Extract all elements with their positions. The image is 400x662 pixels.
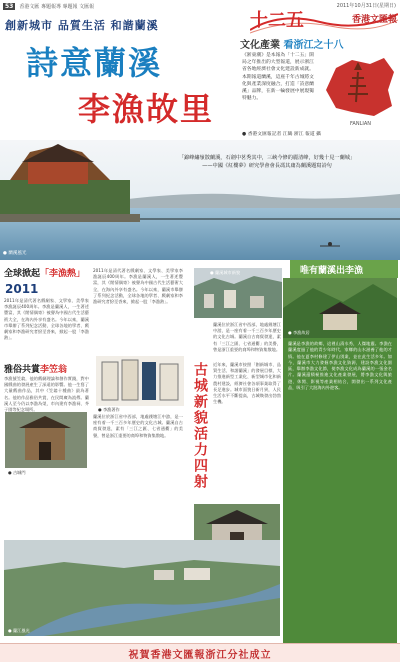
section-heading-yasu	[4, 362, 67, 375]
side-article-text: 蘭溪是李漁的故鄉，這裡山清水秀，人傑地靈。李漁在蘭溪度過了他的青少年時代，家鄉的山水滋養了他的才情。他在夏李村修建了伊山別業，並在此生活多年。如今，蘭溪市大力發掘李漁文化資源，建設李漁文化園區，舉辦李漁文化節，使李漁文化成為蘭溪的一張金名片。蘭溪還積極推進文化產業發展，將李漁文化與旅遊、休閒、影視等產業相結合，開發出一系列文化產品，吸引了大批海內外遊客。	[283, 338, 397, 646]
side-section-title: 唯有蘭溪出李漁	[290, 260, 398, 278]
li-yu-residence-photo	[283, 278, 397, 338]
headline-line1: 詩意蘭溪	[26, 44, 163, 82]
li-yu-article-text: 2011年是清代著名戲劇家、文學家、美學家李漁誕辰400周年。李漁是蘭溪人，一生著述豐富，其《閒情偶寄》被譽為中國古代生活藝術大全，在海內外享有盛名。今年以來，蘭溪市舉辦了系列紀念活動，全球各地的學者、戲劇家和李漁研究者紛至沓來，掀起一股「李漁熱」。	[4, 298, 89, 341]
li-yu-books-photo	[96, 356, 184, 406]
subhead-prefix: 文化產業	[240, 40, 280, 51]
middle-right-text: 蘭溪位於浙江省中西部，地處錢塘江中游，是一座有着一千三百多年歷史的文化古城。蘭溪自古商貿發達，素有「三江之匯、七省通衢」的美譽，曾是浙江重要的商埠和物資集散地。	[213, 322, 281, 352]
page-number: 53	[5, 2, 14, 10]
heading-prefix-yasu: 雅俗共賞	[4, 365, 41, 375]
year-dropcap: 2011	[5, 282, 39, 296]
gate-caption: ● 古城門	[8, 470, 26, 475]
river-aerial-photo	[4, 540, 280, 636]
top-photo-caption: ● 蘭溪風光	[3, 251, 27, 256]
heading-prefix: 全球掀起	[4, 269, 41, 279]
vertical-headline: 古城新貌活力四射	[192, 362, 208, 490]
ancient-gate-photo	[5, 412, 87, 468]
quote-line2: ——中國《紅樓夢》研究學會會長馮其庸為蘭溪題寫詩句	[202, 163, 332, 169]
li-yu-article-text-col2: 2011年是清代著名戲劇家、文學家、美學家李漁誕辰400周年。李漁是蘭溪人，一生著述豐富，其《閒情偶寄》被譽為中國古代生活藝術大全，在海內外享有盛名。今年以來，蘭溪市舉辦了系列紀念活動，全球各地的學者、戲劇家和李漁研究者紛至沓來，掀起一股「李漁熱」。	[93, 268, 183, 305]
section-heading-li-yu	[4, 266, 85, 279]
yasu-article-text: 李漁號笠翁，他的戲劇理論和創作實踐，對中國戲曲的發展產生了深遠的影響。他一生寫了大量戲曲作品，其中《笠翁十種曲》最為著名。他的作品雅俗共賞，在民間廣為流傳。蘭溪人至今仍以李漁為榮，市內建有李漁祠、芥子園等紀念場所。	[4, 376, 89, 413]
byline: ● 香港文匯報記者 江鶴 浙江 報道 攝	[242, 132, 321, 137]
heading-highlight-yasu: 李笠翁	[40, 365, 68, 375]
books-caption: ● 李漁著作	[98, 407, 120, 412]
brand-subtitle: FANLIAN	[350, 121, 371, 127]
subhead-main: 看浙江之十八	[283, 40, 344, 51]
series-subhead	[240, 36, 343, 51]
side-photo-caption: ● 李漁故居	[288, 330, 310, 335]
heading-highlight: 「李漁熱」	[40, 269, 86, 279]
paper-brand: 香港文匯報	[352, 15, 398, 25]
middle-bottom-text: 近年來，蘭溪市按照「創新城市、品質生活、和諧蘭溪」的發展目標，大力推進新型工業化、新型城市化和新農村建設，經濟社會各項事業取得了長足進步。城市面貌日新月異，人民生活水平不斷提高，古城煥發出勃勃生機。	[213, 362, 281, 405]
zhejiang-map-graphic	[318, 50, 398, 120]
pull-quote	[138, 154, 396, 170]
series-intro: 《浙東潮》是本報為「十二五」開局之年推出的大型報道，展示浙江省各地經濟社會文化建設新成就。本期報道蘭溪，這座千年古城將文化與產業深度融合，打造「詩意蘭溪」品牌，在新一輪發展中展現獨特魅力。	[242, 53, 314, 102]
quote-line1: 「錦峰繡嶺散蘭溪，石劍中茗秀其中，三峽今修的麗清峰，好幾十見一蘭城」	[178, 155, 356, 161]
slogan: 創新城市 品質生活 和諧蘭溪	[5, 19, 159, 32]
river-caption: ● 蘭江風光	[8, 628, 30, 633]
city-photo-caption: ● 蘭溪城市新貌	[210, 270, 241, 275]
badge-text: 十二五	[250, 10, 304, 31]
section-tags: 香港文匯 專題報導 專題報 文匯報	[19, 3, 95, 10]
middle-article-text: 蘭溪位於浙江省中西部，地處錢塘江中游，是一座有着一千三百多年歷史的文化古城。蘭溪自古商貿發達，素有「三江之匯、七省通衢」的美譽，曾是浙江重要的商埠和物資集散地。	[93, 414, 183, 438]
issue-date: 2011年10月31日(星期日)	[336, 3, 396, 9]
headline-line2: 李漁故里	[78, 90, 215, 128]
footer-banner: 祝賀香港文匯報浙江分社成立	[0, 643, 400, 662]
